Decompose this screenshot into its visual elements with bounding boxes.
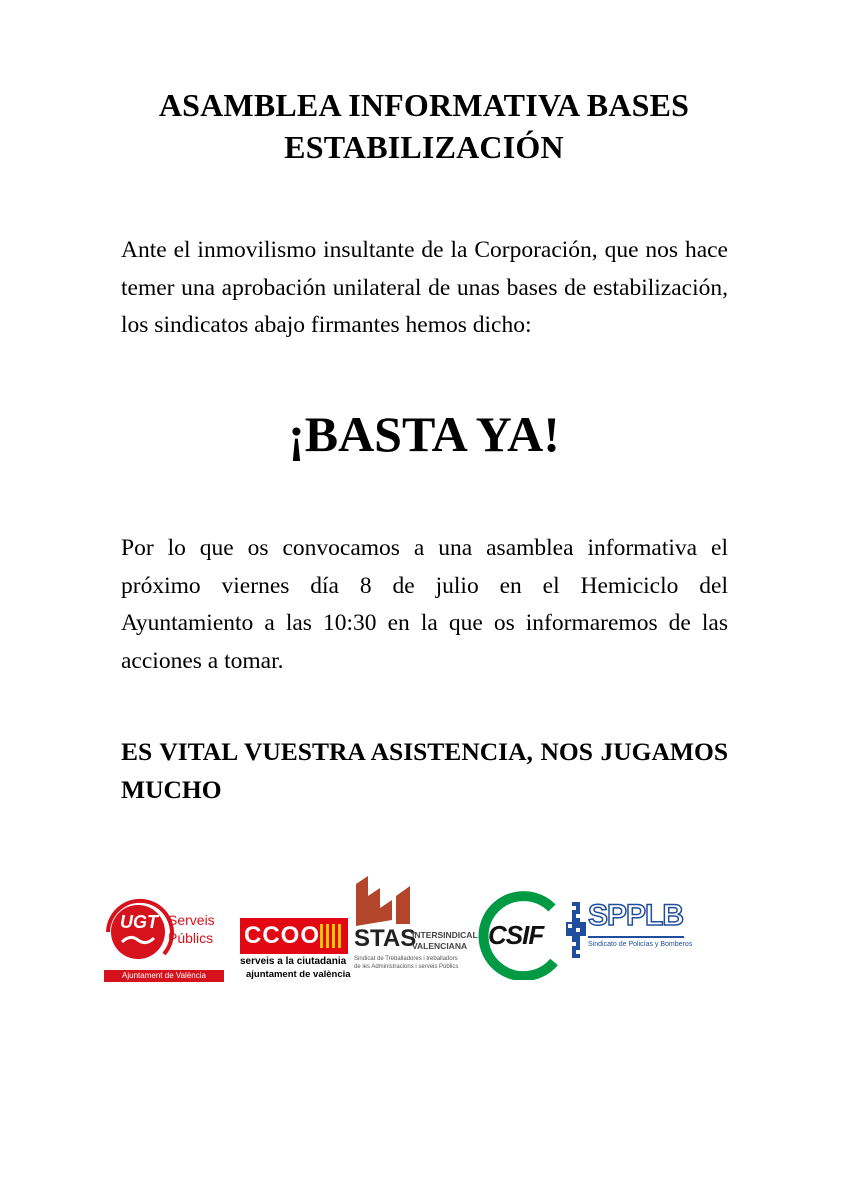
stas-emblem — [356, 876, 416, 926]
ugt-line1: Serveis — [168, 912, 215, 928]
ccoo-line2: ajuntament de valència — [246, 969, 351, 980]
intro-paragraph: Ante el inmovilismo insultante de la Corporación, que nos hace temer una aprobación unilateral de unas bases de estabilización, los sindicatos abajo firmantes hemos dicho: — [121, 237, 728, 338]
title-line-2: ESTABILIZACIÓN — [284, 129, 564, 165]
senyera-icon — [320, 924, 344, 948]
spplb-logo — [566, 899, 693, 960]
ccoo-mark: CCOO — [244, 922, 320, 949]
spplb-footer: Sindicato de Policías y Bomberos — [588, 941, 693, 948]
stas-line2: VALENCIANA — [412, 941, 468, 951]
slogan: ¡BASTA YA! — [288, 406, 560, 462]
ugt-line2: Públics — [168, 930, 214, 946]
csif-logo — [474, 890, 566, 980]
ugt-logo — [104, 898, 228, 982]
title-line-1: ASAMBLEA INFORMATIVA BASES — [158, 87, 690, 123]
csif-mark: CSIF — [488, 920, 544, 950]
meeting-paragraph: Por lo que os convocamos a una asamblea informativa el próximo viernes día 8 de julio en el Hemiciclo del Ayuntamiento a las 10:30 en la que os informaremos de las acciones a tomar. — [121, 535, 728, 674]
stas-logo — [354, 876, 478, 980]
stas-mark: STAS — [354, 925, 417, 952]
ugt-footer: Ajuntament de València — [122, 971, 206, 980]
closing-statement: ES VITAL VUESTRA ASISTENCIA, NOS JUGAMOS MUCHO — [121, 737, 728, 804]
document-title — [100, 84, 748, 168]
ugt-mark: UGT — [120, 912, 158, 932]
spplb-mark: SPPLB — [588, 899, 684, 932]
ccoo-line1: serveis a la ciutadania — [240, 956, 347, 967]
ccoo-logo — [240, 918, 350, 982]
spplb-bar — [588, 936, 684, 938]
stas-line1: INTERSINDICAL — [412, 930, 478, 940]
stas-footer2: de les Administracions i serveis Públics — [354, 964, 459, 970]
checkered-cross-icon — [566, 902, 586, 958]
stas-footer1: Sindicat de Treballadores i treballadors — [354, 956, 458, 962]
